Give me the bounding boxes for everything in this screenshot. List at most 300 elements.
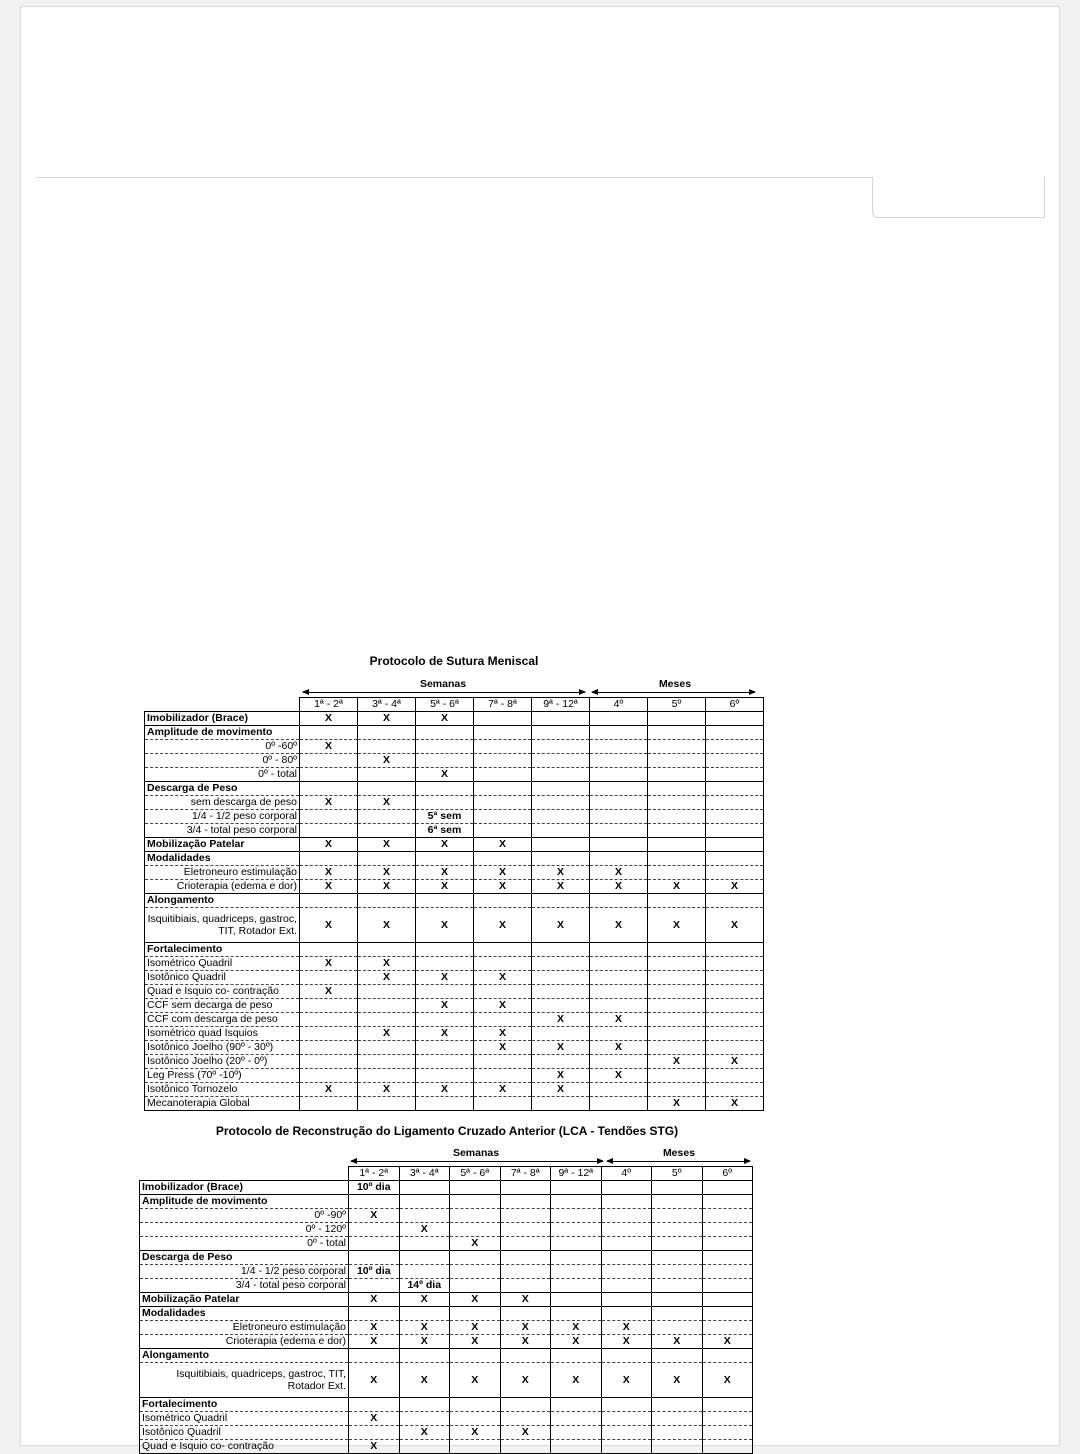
row-label: Isquitibiais, quadriceps, gastroc, TIT, Rotador Ext. — [140, 1363, 349, 1398]
table-cell: X — [416, 838, 474, 852]
table-cell — [648, 712, 706, 726]
table-cell: X — [532, 1083, 590, 1097]
table-cell — [601, 1349, 652, 1363]
table-cell — [532, 1097, 590, 1111]
table-cell: 14º dia — [399, 1279, 450, 1293]
table-cell — [706, 712, 764, 726]
column-header: 6º — [706, 698, 764, 712]
table-cell — [416, 1069, 474, 1083]
table-cell: X — [450, 1237, 501, 1251]
table-cell — [706, 754, 764, 768]
table-row — [145, 1069, 764, 1083]
table-row — [140, 1307, 753, 1321]
table-cell — [300, 1055, 358, 1069]
table-cell — [450, 1251, 501, 1265]
table-cell — [532, 957, 590, 971]
table-cell — [702, 1181, 753, 1195]
table-cell: X — [706, 880, 764, 894]
table-cell — [500, 1307, 551, 1321]
table-cell: X — [590, 880, 648, 894]
row-label: Quad e Isquio co- contração — [145, 985, 300, 999]
table-cell — [706, 1027, 764, 1041]
table-cell: X — [648, 1055, 706, 1069]
table-cell — [601, 1223, 652, 1237]
table-cell — [648, 943, 706, 957]
table-cell — [300, 1027, 358, 1041]
table-cell — [648, 957, 706, 971]
table-cell: X — [358, 880, 416, 894]
table-cell: X — [300, 957, 358, 971]
table-cell — [474, 782, 532, 796]
table-cell — [532, 971, 590, 985]
table-cell: X — [416, 866, 474, 880]
weeks-arrow — [303, 692, 585, 693]
table-cell: X — [358, 866, 416, 880]
table-cell — [551, 1412, 602, 1426]
row-label: Alongamento — [140, 1349, 349, 1363]
table-cell — [358, 824, 416, 838]
table-cell — [551, 1209, 602, 1223]
table-cell — [532, 838, 590, 852]
table-cell — [652, 1237, 703, 1251]
table-cell: X — [590, 1041, 648, 1055]
table-cell — [416, 740, 474, 754]
table-cell — [399, 1307, 450, 1321]
row-label: 0º -60º — [145, 740, 300, 754]
table-cell — [706, 1083, 764, 1097]
table-cell — [416, 1013, 474, 1027]
table-cell — [532, 740, 590, 754]
table-row — [145, 726, 764, 740]
table-row — [140, 1349, 753, 1363]
table-cell — [349, 1223, 400, 1237]
table-cell: X — [450, 1335, 501, 1349]
table-cell: X — [532, 880, 590, 894]
row-label: 0º - total — [140, 1237, 349, 1251]
table-cell — [399, 1412, 450, 1426]
column-header: 7ª - 8ª — [474, 698, 532, 712]
table-cell: X — [349, 1209, 400, 1223]
table-row — [145, 1027, 764, 1041]
table-row — [145, 754, 764, 768]
table-cell: X — [601, 1321, 652, 1335]
row-label: Isométrico Quadril — [145, 957, 300, 971]
table-cell — [399, 1195, 450, 1209]
table-cell — [648, 824, 706, 838]
table-cell: X — [706, 1097, 764, 1111]
table-cell — [500, 1412, 551, 1426]
table-cell: 10º dia — [349, 1265, 400, 1279]
table-cell — [652, 1426, 703, 1440]
table-cell — [648, 999, 706, 1013]
table-cell — [300, 1013, 358, 1027]
table-cell: X — [590, 866, 648, 880]
table-row — [145, 971, 764, 985]
table-cell: X — [652, 1363, 703, 1398]
column-header: 4º — [590, 698, 648, 712]
table-cell — [590, 943, 648, 957]
table-cell — [300, 1097, 358, 1111]
table-cell — [652, 1181, 703, 1195]
table-cell — [648, 1069, 706, 1083]
table-row — [140, 1321, 753, 1335]
table-cell — [590, 754, 648, 768]
protocol-title: Protocolo de Reconstrução do Ligamento Cruzado Anterior (LCA - Tendões STG) — [215, 1124, 679, 1138]
table-cell — [551, 1440, 602, 1454]
table-cell — [590, 1055, 648, 1069]
table-cell — [399, 1440, 450, 1454]
table-cell: X — [300, 880, 358, 894]
table-row — [145, 810, 764, 824]
table-cell — [706, 866, 764, 880]
table-cell — [532, 810, 590, 824]
table-cell: X — [358, 796, 416, 810]
table-cell — [532, 999, 590, 1013]
table-cell: X — [551, 1335, 602, 1349]
table-cell — [551, 1398, 602, 1412]
row-label: 0º - 120º — [140, 1223, 349, 1237]
table-cell — [648, 894, 706, 908]
table-cell — [474, 1069, 532, 1083]
table-cell — [300, 824, 358, 838]
table-cell: X — [358, 1083, 416, 1097]
column-header-row — [145, 698, 764, 712]
table-cell — [500, 1181, 551, 1195]
table-cell — [500, 1195, 551, 1209]
table-cell — [706, 782, 764, 796]
column-header: 5º — [652, 1167, 703, 1181]
table-cell: X — [416, 1027, 474, 1041]
weeks-label: Semanas — [419, 678, 467, 690]
table-cell — [416, 943, 474, 957]
table-cell — [706, 1013, 764, 1027]
table-cell — [590, 957, 648, 971]
table-cell — [300, 943, 358, 957]
table-cell — [416, 754, 474, 768]
table-cell — [590, 1083, 648, 1097]
table-cell: X — [500, 1335, 551, 1349]
table-cell: X — [500, 1426, 551, 1440]
table-cell — [702, 1237, 753, 1251]
table-cell — [601, 1181, 652, 1195]
column-header: 9ª - 12ª — [532, 698, 590, 712]
table-cell: X — [532, 908, 590, 943]
table-cell — [416, 1041, 474, 1055]
table-cell — [416, 796, 474, 810]
table-row — [140, 1237, 753, 1251]
table-row — [140, 1363, 753, 1398]
table-row — [140, 1265, 753, 1279]
table-cell: X — [532, 866, 590, 880]
table-cell — [601, 1398, 652, 1412]
table-cell — [474, 810, 532, 824]
table-cell: X — [399, 1363, 450, 1398]
table-cell — [416, 1055, 474, 1069]
table-cell: X — [416, 999, 474, 1013]
table-cell: X — [358, 957, 416, 971]
table-cell — [551, 1251, 602, 1265]
row-label: Eletroneuro estimulação — [140, 1321, 349, 1335]
table-cell: X — [416, 880, 474, 894]
table-cell — [601, 1209, 652, 1223]
table-cell — [551, 1349, 602, 1363]
table-cell: X — [416, 971, 474, 985]
table-cell — [590, 838, 648, 852]
table-cell — [702, 1209, 753, 1223]
table-cell — [601, 1426, 652, 1440]
table-cell: X — [474, 999, 532, 1013]
table-cell — [706, 894, 764, 908]
table-cell — [551, 1237, 602, 1251]
table-cell: X — [416, 908, 474, 943]
table-cell — [349, 1398, 400, 1412]
column-header: 5ª - 6ª — [450, 1167, 501, 1181]
table-cell — [532, 754, 590, 768]
table-cell: X — [300, 908, 358, 943]
table-cell — [399, 1265, 450, 1279]
table-cell — [416, 1097, 474, 1111]
table-cell: X — [532, 1069, 590, 1083]
table-cell — [474, 726, 532, 740]
row-label: 3/4 - total peso corporal — [140, 1279, 349, 1293]
table-row — [145, 866, 764, 880]
table-cell — [551, 1426, 602, 1440]
table-cell: X — [551, 1363, 602, 1398]
table-cell — [532, 796, 590, 810]
table-cell — [474, 894, 532, 908]
table-cell — [590, 894, 648, 908]
table-cell — [702, 1412, 753, 1426]
row-label: CCF sem decarga de peso — [145, 999, 300, 1013]
row-label: Eletroneuro estimulação — [145, 866, 300, 880]
table-cell: X — [500, 1321, 551, 1335]
row-label: Quad e Isquio co- contração — [140, 1440, 349, 1454]
table-cell — [648, 796, 706, 810]
table-cell: X — [450, 1426, 501, 1440]
table-cell: X — [474, 971, 532, 985]
table-cell — [416, 782, 474, 796]
table-row — [145, 999, 764, 1013]
row-label: Isotônico Tornozelo — [145, 1083, 300, 1097]
table-cell — [532, 1055, 590, 1069]
table-cell — [474, 985, 532, 999]
table-cell — [300, 999, 358, 1013]
table-cell — [349, 1195, 400, 1209]
table-cell: X — [702, 1363, 753, 1398]
table-cell — [532, 726, 590, 740]
table-cell — [358, 726, 416, 740]
table-cell — [349, 1426, 400, 1440]
table-cell — [652, 1195, 703, 1209]
table-row — [140, 1440, 753, 1454]
table-cell: X — [358, 712, 416, 726]
row-label: 0º - total — [145, 768, 300, 782]
table-cell — [706, 824, 764, 838]
row-label: Crioterapia (edema e dor) — [145, 880, 300, 894]
table-row — [145, 852, 764, 866]
table-cell — [450, 1398, 501, 1412]
table-cell: 5ª sem — [416, 810, 474, 824]
row-label: Amplitude de movimento — [145, 726, 300, 740]
table-row — [145, 943, 764, 957]
table-cell — [590, 1097, 648, 1111]
table-cell — [532, 894, 590, 908]
table-cell — [416, 852, 474, 866]
table-cell — [706, 810, 764, 824]
table-cell — [652, 1223, 703, 1237]
table-cell — [706, 838, 764, 852]
table-row — [145, 782, 764, 796]
table-cell: X — [648, 880, 706, 894]
table-cell: X — [474, 838, 532, 852]
months-label: Meses — [658, 678, 692, 690]
table-cell — [706, 796, 764, 810]
table-cell — [648, 971, 706, 985]
table-cell — [706, 985, 764, 999]
table-cell — [648, 1027, 706, 1041]
row-label: 3/4 - total peso corporal — [145, 824, 300, 838]
acl-protocol-table — [139, 1166, 753, 1454]
table-cell — [450, 1181, 501, 1195]
table-cell — [652, 1349, 703, 1363]
table-cell — [300, 810, 358, 824]
table-cell — [702, 1279, 753, 1293]
table-cell: X — [416, 712, 474, 726]
table-row — [145, 957, 764, 971]
table-cell: X — [500, 1293, 551, 1307]
table-cell — [500, 1265, 551, 1279]
table-cell — [399, 1398, 450, 1412]
table-cell — [399, 1251, 450, 1265]
table-cell — [702, 1321, 753, 1335]
table-cell — [416, 957, 474, 971]
table-cell: X — [358, 971, 416, 985]
table-cell — [652, 1265, 703, 1279]
table-cell: X — [349, 1363, 400, 1398]
table-cell — [590, 999, 648, 1013]
table-row — [145, 1041, 764, 1055]
table-cell — [532, 943, 590, 957]
table-cell: 6ª sem — [416, 824, 474, 838]
table-cell: X — [399, 1293, 450, 1307]
table-cell — [648, 866, 706, 880]
table-cell — [416, 985, 474, 999]
table-cell — [652, 1440, 703, 1454]
table-cell — [349, 1237, 400, 1251]
table-cell — [474, 943, 532, 957]
table-cell — [532, 768, 590, 782]
table-cell: X — [706, 908, 764, 943]
table-cell — [648, 1013, 706, 1027]
table-cell — [601, 1237, 652, 1251]
table-cell — [300, 894, 358, 908]
table-cell — [450, 1412, 501, 1426]
table-cell — [590, 810, 648, 824]
protocol-title: Protocolo de Sutura Meniscal — [369, 654, 539, 668]
table-cell: X — [702, 1335, 753, 1349]
table-cell — [358, 1097, 416, 1111]
row-label: sem descarga de peso — [145, 796, 300, 810]
table-cell — [551, 1307, 602, 1321]
table-cell — [474, 1097, 532, 1111]
row-label: Mecanoterapia Global — [145, 1097, 300, 1111]
table-cell — [474, 712, 532, 726]
table-row — [140, 1181, 753, 1195]
table-cell — [551, 1279, 602, 1293]
row-label: 0º -90º — [140, 1209, 349, 1223]
table-cell — [551, 1223, 602, 1237]
column-header: 3ª - 4ª — [358, 698, 416, 712]
table-cell: X — [450, 1321, 501, 1335]
table-cell: X — [590, 908, 648, 943]
table-cell: X — [358, 1027, 416, 1041]
table-cell: X — [601, 1335, 652, 1349]
row-label: Isométrico quad Isquios — [145, 1027, 300, 1041]
table-row — [145, 712, 764, 726]
table-cell — [652, 1293, 703, 1307]
table-cell — [601, 1307, 652, 1321]
table-cell — [450, 1279, 501, 1293]
table-cell — [474, 768, 532, 782]
table-cell — [601, 1279, 652, 1293]
table-cell — [601, 1293, 652, 1307]
table-cell — [450, 1440, 501, 1454]
table-cell — [500, 1237, 551, 1251]
table-cell — [648, 852, 706, 866]
table-cell — [416, 726, 474, 740]
table-cell: X — [300, 712, 358, 726]
table-cell — [358, 852, 416, 866]
table-cell: X — [300, 1083, 358, 1097]
row-label: Fortalecimento — [140, 1398, 349, 1412]
table-cell: X — [399, 1335, 450, 1349]
row-label: Crioterapia (edema e dor) — [140, 1335, 349, 1349]
table-cell — [706, 726, 764, 740]
table-cell: X — [590, 1069, 648, 1083]
table-row — [145, 880, 764, 894]
row-label: Descarga de Peso — [145, 782, 300, 796]
table-cell: X — [474, 880, 532, 894]
table-row — [140, 1251, 753, 1265]
table-cell — [300, 726, 358, 740]
table-cell — [590, 796, 648, 810]
table-cell — [300, 852, 358, 866]
table-cell — [358, 985, 416, 999]
table-cell: X — [450, 1293, 501, 1307]
table-cell: X — [648, 908, 706, 943]
table-cell — [702, 1251, 753, 1265]
table-cell — [399, 1349, 450, 1363]
column-header-row — [140, 1167, 753, 1181]
table-cell — [702, 1293, 753, 1307]
table-cell: X — [551, 1321, 602, 1335]
table-cell — [358, 999, 416, 1013]
table-cell — [300, 754, 358, 768]
table-row — [140, 1335, 753, 1349]
table-cell — [652, 1321, 703, 1335]
table-cell — [648, 726, 706, 740]
table-cell — [358, 768, 416, 782]
row-label: Imobilizador (Brace) — [140, 1181, 349, 1195]
column-header: 4º — [601, 1167, 652, 1181]
table-cell — [648, 782, 706, 796]
table-row — [140, 1293, 753, 1307]
row-label: Isotônico Quadril — [145, 971, 300, 985]
table-cell — [500, 1440, 551, 1454]
table-cell — [532, 824, 590, 838]
table-cell — [652, 1398, 703, 1412]
table-row — [145, 768, 764, 782]
